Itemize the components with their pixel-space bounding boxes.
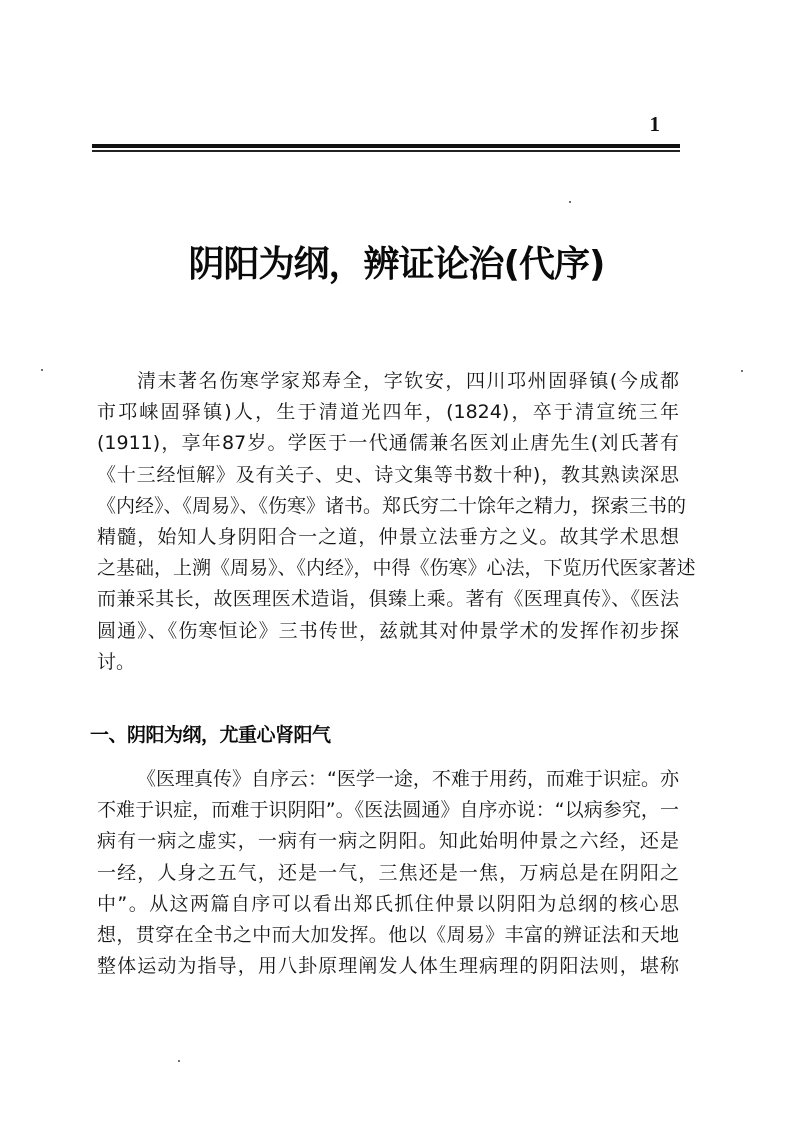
scan-speck <box>178 1060 180 1062</box>
intro-paragraph <box>97 366 696 678</box>
header-rule-thick <box>92 144 680 148</box>
text-line: 病有一病之虚实，一病有一病之阴阳。知此始明仲景之六经，还是 <box>97 830 679 853</box>
text-line: 市邛崃固驿镇)人，生于清道光四年，(1824)，卒于清宣统三年 <box>97 401 679 424</box>
text-line: 整体运动为指导，用八卦原理阐发人体生理病理的阴阳法则，堪称 <box>97 955 679 978</box>
scan-speck <box>741 370 743 372</box>
text-line: 《内经》、《周易》、《伤寒》诸书。郑氏穷二十馀年之精力，探索三书的 <box>97 494 687 517</box>
text-line: 想，贯穿在全书之中而大加发挥。他以《周易》丰富的辨证法和天地 <box>97 923 679 946</box>
header-rule-thin <box>92 150 680 152</box>
text-line: 之基础，上溯《周易》、《内经》，中得《伤寒》心法，下览历代医家著述 <box>97 557 696 580</box>
text-line: 圆通》、《伤寒恒论》三书传世，兹就其对仲景学术的发挥作初步探 <box>97 619 679 642</box>
text-line: 精髓，始知人身阴阳合一之道，仲景立法垂方之义。故其学术思想 <box>97 525 679 548</box>
text-line: 讨。 <box>97 650 136 673</box>
text-line: 不难于识症，而难于识阴阳”。《医法圆通》自序亦说：“以病参究，一 <box>97 799 679 822</box>
text-line: (1911)，享年87岁。学医于一代通儒兼名医刘止唐先生(刘氏著有 <box>97 432 679 455</box>
scan-speck <box>569 201 571 203</box>
page-number: 1 <box>649 112 660 136</box>
chapter-title: 阴阳为纲，辨证论治(代序) <box>188 244 605 285</box>
text-line: 而兼采其长，故医理医术造诣，俱臻上乘。著有《医理真传》、《医法 <box>97 588 679 611</box>
text-line: 中”。从这两篇自序可以看出郑氏抓住仲景以阴阳为总纲的核心思 <box>97 892 679 915</box>
text-line: 一经，人身之五气，还是一气，三焦还是一焦，万病总是在阴阳之 <box>97 861 679 884</box>
section-paragraph <box>97 764 679 982</box>
scan-speck <box>41 369 43 371</box>
section-heading: 一、阴阳为纲，尤重心肾阳气 <box>90 724 331 746</box>
text-line: 清末著名伤寒学家郑寿全，字钦安，四川邛州固驿镇(今成都 <box>137 370 679 392</box>
text-line: 《十三经恒解》及有关子、史、诗文集等书数十种)，教其熟读深思 <box>97 463 679 486</box>
text-line: 《医理真传》自序云：“医学一途，不难于用药，而难于识症。亦 <box>137 768 679 790</box>
